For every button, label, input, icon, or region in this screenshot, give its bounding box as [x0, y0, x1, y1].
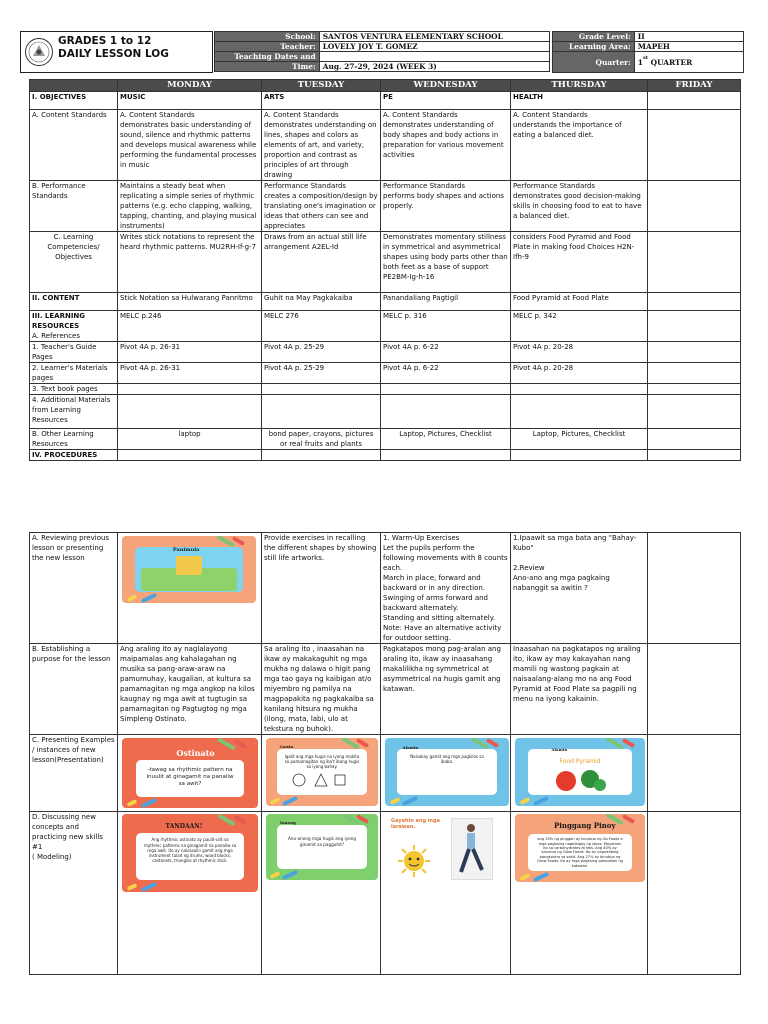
procedure-cell-tuesday: [262, 812, 381, 975]
cell-monday: A. Content Standards demonstrates basic understanding of sound, silence and rhythmic patterns and develops musical awareness while performing the fundamental processes in music: [118, 110, 262, 181]
slide-pinggang-pinoy: [515, 814, 645, 882]
title-line-2: DAILY LESSON LOG: [58, 48, 169, 60]
pencil-decoration-icon: [390, 797, 401, 805]
procedure-cell-monday: [118, 812, 262, 975]
cell-tuesday: [262, 450, 381, 461]
cell-monday: Pivot 4A p. 26-31: [118, 363, 262, 384]
procedure-label: A. Reviewing previous lesson or presenting the new lesson: [30, 533, 118, 644]
slide-title: Gawin: [279, 744, 294, 750]
cell-friday: [648, 363, 741, 384]
procedure-cell-tuesday: Provide exercises in recalling the different shapes by showing still life artworks.: [262, 533, 381, 644]
cell-monday: [118, 384, 262, 395]
cell-thursday: HEALTH: [511, 92, 648, 110]
procedure-cell-tuesday: Sa araling ito , inaasahan na ikaw ay makakaguhit ng mga mukha ng dalawa o higit pang mga tao gaya ng kaibigan at/o miyembro ng pamilya na magpapakita ng pagkakaiba sa kanilang hitsura ng mukha (ilong, mata, labi, ulo at tekstura ng buhok).: [262, 644, 381, 735]
procedure-row-3: [30, 812, 741, 975]
day-header-row: [30, 80, 741, 92]
procedure-row-2: [30, 735, 741, 812]
pencil-decoration-icon: [127, 883, 138, 891]
pencil-decoration-icon: [234, 739, 247, 749]
school-info-table: [214, 31, 550, 72]
row-7: [30, 363, 741, 384]
slide-title: Gayahin ang mga larawan.: [391, 818, 440, 830]
pencil-decoration-icon: [520, 797, 531, 805]
cell-wednesday: Pivot 4A p. 6-22: [381, 342, 511, 363]
cell-thursday: considers Food Pyramid and Food Plate in making food Choices H2N-Ifh-9: [511, 232, 648, 293]
slide-text: Igalit ang mga hugis na iyong makita sa pamamagitan ng iba't ibang hugis sa iyong bahay.: [284, 754, 360, 770]
cell-thursday: Performance Standards demonstrates good decision-making skills in choosing food to eat to have a balanced diet.: [511, 181, 648, 232]
sun-face-icon: [397, 844, 431, 878]
procedure-cell-friday: [648, 812, 741, 975]
row-11: [30, 450, 741, 461]
procedure-cell-wednesday: [381, 812, 511, 975]
row-2: [30, 181, 741, 232]
procedure-cell-thursday: [511, 735, 648, 812]
row-5: [30, 311, 741, 342]
pencil-decoration-icon: [270, 871, 281, 879]
cell-tuesday: [262, 384, 381, 395]
cell-friday: [648, 293, 741, 311]
row-label: A. Content Standards: [30, 110, 118, 181]
cell-friday: [648, 311, 741, 342]
dates-label-2: Time:: [215, 62, 320, 72]
slide-thu-alamin: [515, 738, 645, 806]
row-4: [30, 293, 741, 311]
cell-friday: [648, 181, 741, 232]
slide-title: Tanong: [279, 819, 296, 825]
cell-friday: [648, 110, 741, 181]
quarter-value: 1st QUARTER: [634, 52, 743, 73]
cell-wednesday: Demonstrates momentary stillness in symmetrical and asymmetrical shapes using body parts other than both feet as a base of support PE2BM-Ig-h-16: [381, 232, 511, 293]
pencil-decoration-icon: [270, 797, 281, 805]
day-header-tuesday: TUESDAY: [262, 80, 381, 92]
pencil-decoration-icon: [141, 798, 157, 808]
row-6: [30, 342, 741, 363]
row-label: IV. PROCEDURES: [30, 450, 118, 461]
cell-tuesday: Guhit na May Pagkakaiba: [262, 293, 381, 311]
pencil-decoration-icon: [234, 815, 247, 825]
procedure-cell-friday: [648, 644, 741, 735]
dates-label-1: Teaching Dates and: [215, 52, 320, 62]
cell-monday: [118, 395, 262, 429]
procedure-cell-friday: [648, 533, 741, 644]
row-label: III. LEARNING RESOURCES A. References: [30, 311, 118, 342]
day-header-blank: [30, 80, 118, 92]
slide-gayahin: [385, 816, 509, 896]
pencil-decoration-icon: [141, 593, 157, 603]
dates-empty: [319, 52, 549, 62]
row-0: [30, 92, 741, 110]
slide-text: Naisakay gamit ang mga pagkilos sa ibaba.: [410, 754, 484, 765]
procedure-cell-monday: [118, 533, 262, 644]
row-8: [30, 384, 741, 395]
cell-thursday: [511, 395, 648, 429]
cell-monday: laptop: [118, 429, 262, 450]
document-title: [58, 35, 169, 61]
pencil-decoration-icon: [141, 882, 157, 892]
pencil-decoration-icon: [218, 738, 236, 750]
cell-wednesday: Pivot 4A p. 6-22: [381, 363, 511, 384]
slide-text: Ang rhythmic ostinato ay paulit-ulit na rhythmic patterns na ginagamit na panaliw sa mga awit. Ito ay naisasalin gamit ang mga instrument tulad ng drums, wood blocks, castanets, triangles at rhythmic stick.: [143, 837, 237, 864]
cell-wednesday: A. Content Standards demonstrates understanding of body shapes and body actions in preparation for various movement activities: [381, 110, 511, 181]
cell-monday: MUSIC: [118, 92, 262, 110]
area-value: MAPEH: [634, 42, 743, 52]
cell-friday: [648, 429, 741, 450]
deped-seal-icon: [24, 34, 54, 70]
slide-tandaan: [122, 814, 258, 892]
cell-wednesday: Laptop, Pictures, Checklist: [381, 429, 511, 450]
cell-thursday: Laptop, Pictures, Checklist: [511, 429, 648, 450]
slide-panimula: [122, 536, 256, 603]
slide-board: [277, 825, 367, 870]
cell-monday: Writes stick notations to represent the heard rhythmic patterns. MU2RH-If-g-7: [118, 232, 262, 293]
pencil-decoration-icon: [282, 796, 298, 806]
cell-thursday: [511, 450, 648, 461]
cell-monday: Maintains a steady beat when replicating a simple series of rhythmic patterns (e.g. echo clapping, walking, tapping, chanting, and playing musical instruments): [118, 181, 262, 232]
cell-wednesday: Panandaliang Pagtigil: [381, 293, 511, 311]
row-label: 1. Teacher's Guide Pages: [30, 342, 118, 363]
cell-friday: [648, 450, 741, 461]
procedure-label: C. Presenting Examples / instances of new lesson(Presentation): [30, 735, 118, 812]
shapes-icon: [291, 771, 351, 792]
slide-title: Pinggang Pinoy: [554, 820, 616, 830]
slide-text: -tawag sa rhythmic pattern na inuulit at ginagamit na panaliw sa awit?: [146, 767, 234, 788]
slide-wed-alamin: [385, 738, 509, 806]
fruits-vegetables-icon: [554, 767, 610, 796]
area-label: Learning Area:: [553, 42, 635, 52]
cell-friday: [648, 232, 741, 293]
row-label: II. CONTENT: [30, 293, 118, 311]
cell-tuesday: Pivot 4A p. 25-29: [262, 342, 381, 363]
pencil-decoration-icon: [282, 870, 298, 880]
cell-wednesday: [381, 395, 511, 429]
cell-monday: Stick Notation sa Hulwarang Panritmo: [118, 293, 262, 311]
cell-wednesday: PE: [381, 92, 511, 110]
slide-title: Ostinato: [176, 747, 215, 758]
cell-wednesday: Performance Standards performs body shapes and actions properly.: [381, 181, 511, 232]
procedure-cell-monday: [118, 735, 262, 812]
slide-title: Alamin: [402, 745, 419, 751]
row-label: B. Performance Standards: [30, 181, 118, 232]
row-1: [30, 110, 741, 181]
lesson-log-table: [29, 79, 741, 461]
day-header-monday: MONDAY: [118, 80, 262, 92]
row-label: 3. Text book pages: [30, 384, 118, 395]
school-value: SANTOS VENTURA ELEMENTARY SCHOOL: [319, 32, 549, 42]
cell-friday: [648, 395, 741, 429]
cell-tuesday: Draws from an actual still life arrangement A2EL-Id: [262, 232, 381, 293]
day-header-thursday: THURSDAY: [511, 80, 648, 92]
cell-friday: [648, 384, 741, 395]
procedure-cell-tuesday: [262, 735, 381, 812]
cell-tuesday: Performance Standards creates a composition/design by translating one's imagination or ideas that others can see and appreciates: [262, 181, 381, 232]
slide-title: Alamin: [551, 746, 568, 752]
slide-text: ang 33% ng pinggan ay binubuo ng Go Foods o mga pagkaing nagbibigay ng lakas. Mayaman ito sa carbohydrates at fats. Ang 40% ay binubuo ng Glow Foods. Ito ay nagsisilbing pangkontra sa sakit. Ang 27% ay binubuo ng Grow Foods. Ito ay mga pagkaing pampalaki ng katawan.: [537, 837, 623, 868]
cell-tuesday: ARTS: [262, 92, 381, 110]
cell-wednesday: MELC p. 316: [381, 311, 511, 342]
procedure-row-0: [30, 533, 741, 644]
day-header-friday: FRIDAY: [648, 80, 741, 92]
row-9: [30, 395, 741, 429]
title-line-1: GRADES 1 to 12: [58, 35, 152, 47]
slide-title: TANDAAN!: [165, 822, 203, 830]
pencil-decoration-icon: [533, 872, 549, 882]
slide-text: Food Pyramid: [559, 758, 601, 766]
procedure-cell-thursday: 1.Ipaawit sa mga bata ang "Bahay-Kubo" 2.Review Ano-ano ang mga pagkaing nabanggit sa awitin ?: [511, 533, 648, 644]
cell-thursday: Pivot 4A p. 20-28: [511, 342, 648, 363]
pencil-decoration-icon: [127, 799, 138, 807]
procedure-cell-wednesday: Pagkatapos mong pag-aralan ang araling ito, ikaw ay inaasahang makalilikha ng symmetrical at asymmetrical na hugis gamit ang katawan.: [381, 644, 511, 735]
slide-shapes: [266, 738, 378, 806]
cell-tuesday: Pivot 4A p. 25-29: [262, 363, 381, 384]
pencil-decoration-icon: [533, 796, 549, 806]
pencil-decoration-icon: [127, 594, 138, 602]
cell-thursday: [511, 384, 648, 395]
row-label: 4. Additional Materials from Learning Resources: [30, 395, 118, 429]
procedure-cell-wednesday: 1. Warm-Up Exercises Let the pupils perform the following movements with 8 counts each. March in place, forward and backward or in any direction. Swinging of arms forward and backward alternately. Standing and sitting alternately. Note: Have an alternative activity for outdoor setting.: [381, 533, 511, 644]
slide-title: Panimula: [172, 546, 200, 553]
cell-thursday: A. Content Standards understands the importance of eating a balanced diet.: [511, 110, 648, 181]
pencil-decoration-icon: [621, 814, 634, 824]
teacher-label: Teacher:: [215, 42, 320, 52]
procedures-table: [29, 532, 741, 975]
row-label: 2. Learner's Materials pages: [30, 363, 118, 384]
row-10: [30, 429, 741, 450]
cell-monday: MELC p.246: [118, 311, 262, 342]
grade-info-table: [552, 31, 744, 73]
pencil-decoration-icon: [218, 814, 236, 826]
school-label: School:: [215, 32, 320, 42]
slide-tanong: [266, 814, 378, 880]
procedure-label: D. Discussing new concepts and practicing new skills #1 ( Modeling): [30, 812, 118, 975]
cell-monday: Pivot 4A p. 26-31: [118, 342, 262, 363]
house-icon: [176, 556, 203, 575]
day-header-wednesday: WEDNESDAY: [381, 80, 511, 92]
dates-value: Aug. 27-29, 2024 (WEEK 3): [319, 62, 549, 72]
cell-tuesday: [262, 395, 381, 429]
grade-label: Grade Level:: [553, 32, 635, 42]
cell-monday: [118, 450, 262, 461]
slide-text: Ano-anong mga hugis ang iyong ginamit sa pagguhit?: [287, 836, 357, 847]
cell-tuesday: MELC 276: [262, 311, 381, 342]
cell-tuesday: A. Content Standards demonstrates understanding on lines, shapes and colors as elements of art, and variety, proportion and contrast as principles of art through drawing: [262, 110, 381, 181]
row-label: C. Learning Competencies/ Objectives: [30, 232, 118, 293]
cell-thursday: Food Pyramid at Food Plate: [511, 293, 648, 311]
procedure-cell-thursday: Inaasahan na pagkatapos ng araling ito, ikaw ay may kakayahan nang mamili ng wastong pagkain at naisaalang-alang mo na ang Food Pyramid at Food Plate sa pagpili ng menu na iyong kakainin.: [511, 644, 648, 735]
procedure-cell-friday: [648, 735, 741, 812]
procedure-row-1: [30, 644, 741, 735]
teacher-value: LOVELY JOY T. GOMEZ: [319, 42, 549, 52]
cell-friday: [648, 92, 741, 110]
row-label: B. Other Learning Resources: [30, 429, 118, 450]
row-label: I. OBJECTIVES: [30, 92, 118, 110]
slide-ostinato: [122, 738, 258, 808]
cell-thursday: MELC p. 342: [511, 311, 648, 342]
procedure-cell-monday: Ang araling ito ay naglalayong maipamalas ang kahalagahan ng musika sa pang-araw-araw na pamumuhay, kaugalian, at kultura sa pamamagitan ng mga angkop na kilos kaugnay ng mga awit at tugtugin sa pamamagitan ng Pagtugtog ng mga Simpleng Ostinato.: [118, 644, 262, 735]
pencil-decoration-icon: [520, 873, 531, 881]
cell-thursday: Pivot 4A p. 20-28: [511, 363, 648, 384]
person-lunge-icon: [455, 822, 487, 876]
cell-friday: [648, 342, 741, 363]
cell-wednesday: [381, 450, 511, 461]
procedure-cell-thursday: [511, 812, 648, 975]
quarter-label: Quarter:: [553, 52, 635, 73]
procedure-label: B. Establishing a purpose for the lesson: [30, 644, 118, 735]
cell-tuesday: bond paper, crayons, pictures or real fruits and plants: [262, 429, 381, 450]
pencil-decoration-icon: [621, 738, 634, 748]
row-3: [30, 232, 741, 293]
grade-value: II: [634, 32, 743, 42]
pencil-decoration-icon: [402, 796, 418, 806]
cell-wednesday: [381, 384, 511, 395]
procedure-cell-wednesday: [381, 735, 511, 812]
